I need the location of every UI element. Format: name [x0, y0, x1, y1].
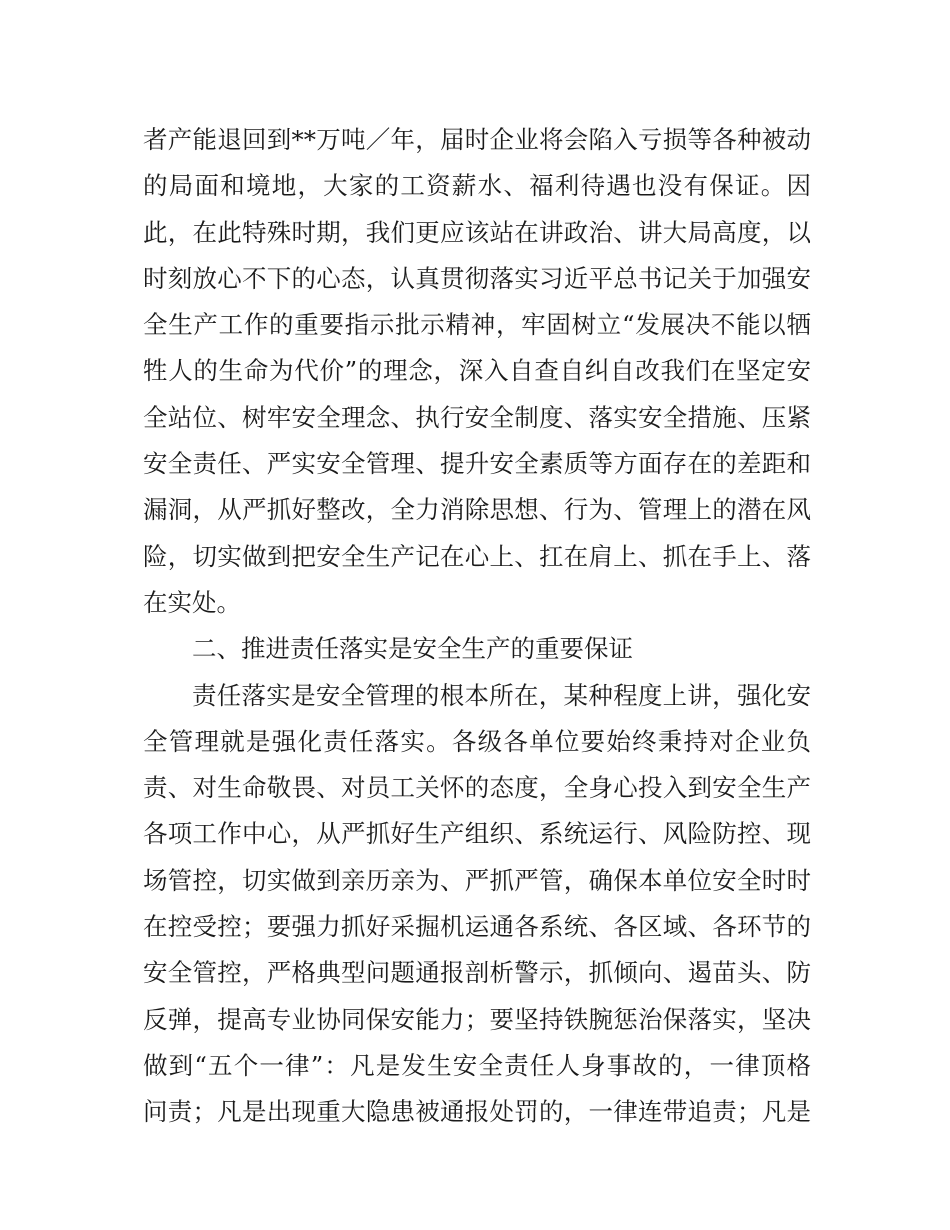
paragraph-1-line-1: 者产能退回到**万吨／年，届时企业将会陷入亏损等各种被动 [143, 125, 811, 154]
paragraph-2-line-3: 责、对生命敬畏、对员工关怀的态度，全身心投入到安全生产 [143, 773, 811, 803]
paragraph-2-line-8: 反弹，提高专业协同保安能力；要坚持铁腕惩治保落实，坚决 [143, 1004, 811, 1034]
paragraph-1-line-11: 在实处。 [143, 587, 241, 617]
paragraph-2-line-6: 在控受控；要强力抓好采掘机运通各系统、各区域、各环节的 [143, 912, 811, 942]
paragraph-1-line-5: 全生产工作的重要指示批示精神，牢固树立“发展决不能以牺 [143, 310, 811, 340]
paragraph-2-line-7: 安全管控，严格典型问题通报剖析警示，抓倾向、遏苗头、防 [143, 958, 811, 988]
section-heading-2: 二、推进责任落实是安全生产的重要保证 [192, 634, 633, 664]
paragraph-1-line-3: 此，在此特殊时期，我们更应该站在讲政治、讲大局高度，以 [143, 217, 811, 247]
paragraph-2-line-5: 场管控，切实做到亲历亲为、严抓严管，确保本单位安全时时 [143, 865, 811, 895]
paragraph-1-line-2: 的局面和境地，大家的工资薪水、福利待遇也没有保证。因 [143, 171, 811, 201]
paragraph-1-line-4: 时刻放心不下的心态，认真贯彻落实习近平总书记关于加强安 [143, 263, 811, 293]
paragraph-2-line-2: 全管理就是强化责任落实。各级各单位要始终秉持对企业负 [143, 726, 811, 756]
document-body [143, 117, 811, 1136]
paragraph-1-line-10: 险，切实做到把安全生产记在心上、扛在肩上、抓在手上、落 [143, 541, 811, 571]
paragraph-1 [143, 117, 811, 626]
paragraph-1-line-9: 漏洞，从严抓好整改，全力消除思想、行为、管理上的潜在风 [143, 495, 811, 525]
paragraph-2-line-9: 做到“五个一律”：凡是发生安全责任人身事故的，一律顶格 [143, 1050, 811, 1080]
paragraph-2 [143, 673, 811, 1136]
paragraph-1-line-8: 安全责任、严实安全管理、提升安全素质等方面存在的差距和 [143, 449, 811, 479]
paragraph-2-line-1: 责任落实是安全管理的根本所在，某种程度上讲，强化安 [192, 680, 811, 710]
paragraph-2-line-4: 各项工作中心，从严抓好生产组织、系统运行、风险防控、现 [143, 819, 811, 849]
paragraph-1-line-6: 牲人的生命为代价”的理念，深入自查自纠自改我们在坚定安 [143, 356, 811, 386]
paragraph-1-line-7: 全站位、树牢安全理念、执行安全制度、落实安全措施、压紧 [143, 402, 811, 432]
paragraph-2-line-10: 问责；凡是出现重大隐患被通报处罚的，一律连带追责；凡是 [143, 1097, 811, 1127]
